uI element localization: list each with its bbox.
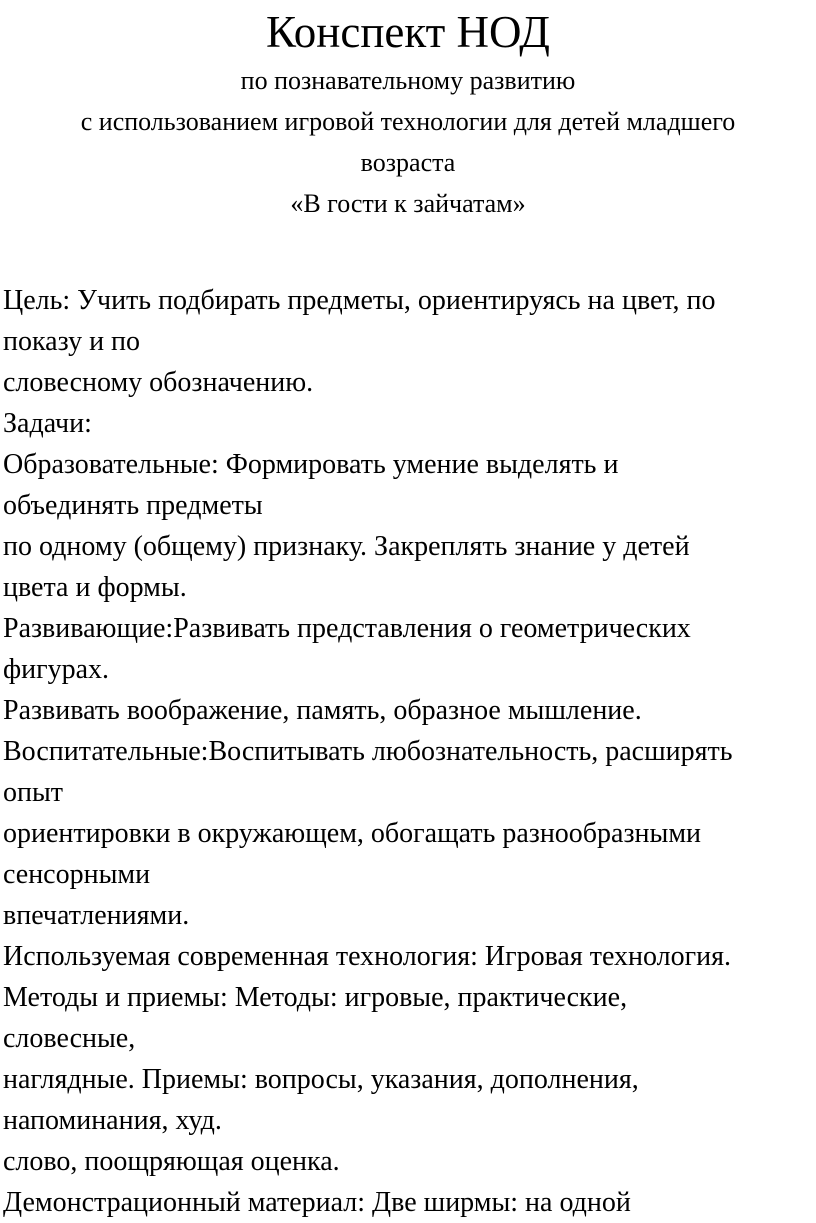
body-line: Развивающие:Развивать представления о геометрических bbox=[3, 613, 691, 644]
body-line: словесному обозначению. bbox=[3, 367, 314, 398]
body-line: напоминания, худ. bbox=[3, 1105, 222, 1136]
subtitle-line: по познавательному развитию bbox=[240, 66, 576, 95]
body-line: фигурах. bbox=[3, 654, 110, 685]
subtitle-line: «В гости к зайчатам» bbox=[290, 189, 526, 218]
document-body bbox=[3, 280, 813, 1223]
body-line: Демонстрационный материал: Две ширмы: на одной bbox=[3, 1187, 631, 1218]
body-line: впечатлениями. bbox=[3, 900, 190, 931]
body-line: Образовательные: Формировать умение выделять и bbox=[3, 449, 619, 480]
document-title: Конспект НОД bbox=[265, 7, 551, 57]
body-line: показу и по bbox=[3, 326, 141, 357]
subtitle-line: с использованием игровой технологии для детей младшего bbox=[80, 107, 736, 136]
body-line: слово, поощряющая оценка. bbox=[3, 1146, 340, 1177]
body-line: наглядные. Приемы: вопросы, указания, дополнения, bbox=[3, 1064, 639, 1095]
body-line: Развивать воображение, память, образное мышление. bbox=[3, 695, 642, 726]
body-line: сенсорными bbox=[3, 859, 151, 890]
body-line: цвета и формы. bbox=[3, 572, 187, 603]
body-line: ориентировки в окружающем, обогащать разнообразными bbox=[3, 818, 702, 849]
document-subtitle bbox=[0, 60, 816, 224]
body-line: Цель: Учить подбирать предметы, ориентируясь на цвет, по bbox=[3, 285, 716, 316]
body-line: по одному (общему) признаку. Закреплять знание у детей bbox=[3, 531, 690, 562]
subtitle-line: возраста bbox=[360, 148, 456, 177]
body-line: Воспитательные:Воспитывать любознательность, расширять bbox=[3, 736, 733, 767]
body-line: Методы и приемы: Методы: игровые, практические, bbox=[3, 982, 628, 1013]
body-line: Задачи: bbox=[3, 408, 92, 439]
body-line: объединять предметы bbox=[3, 490, 263, 521]
body-line: опыт bbox=[3, 777, 64, 808]
body-line: Используемая современная технология: Игровая технология. bbox=[3, 941, 731, 972]
body-line: словесные, bbox=[3, 1023, 136, 1054]
